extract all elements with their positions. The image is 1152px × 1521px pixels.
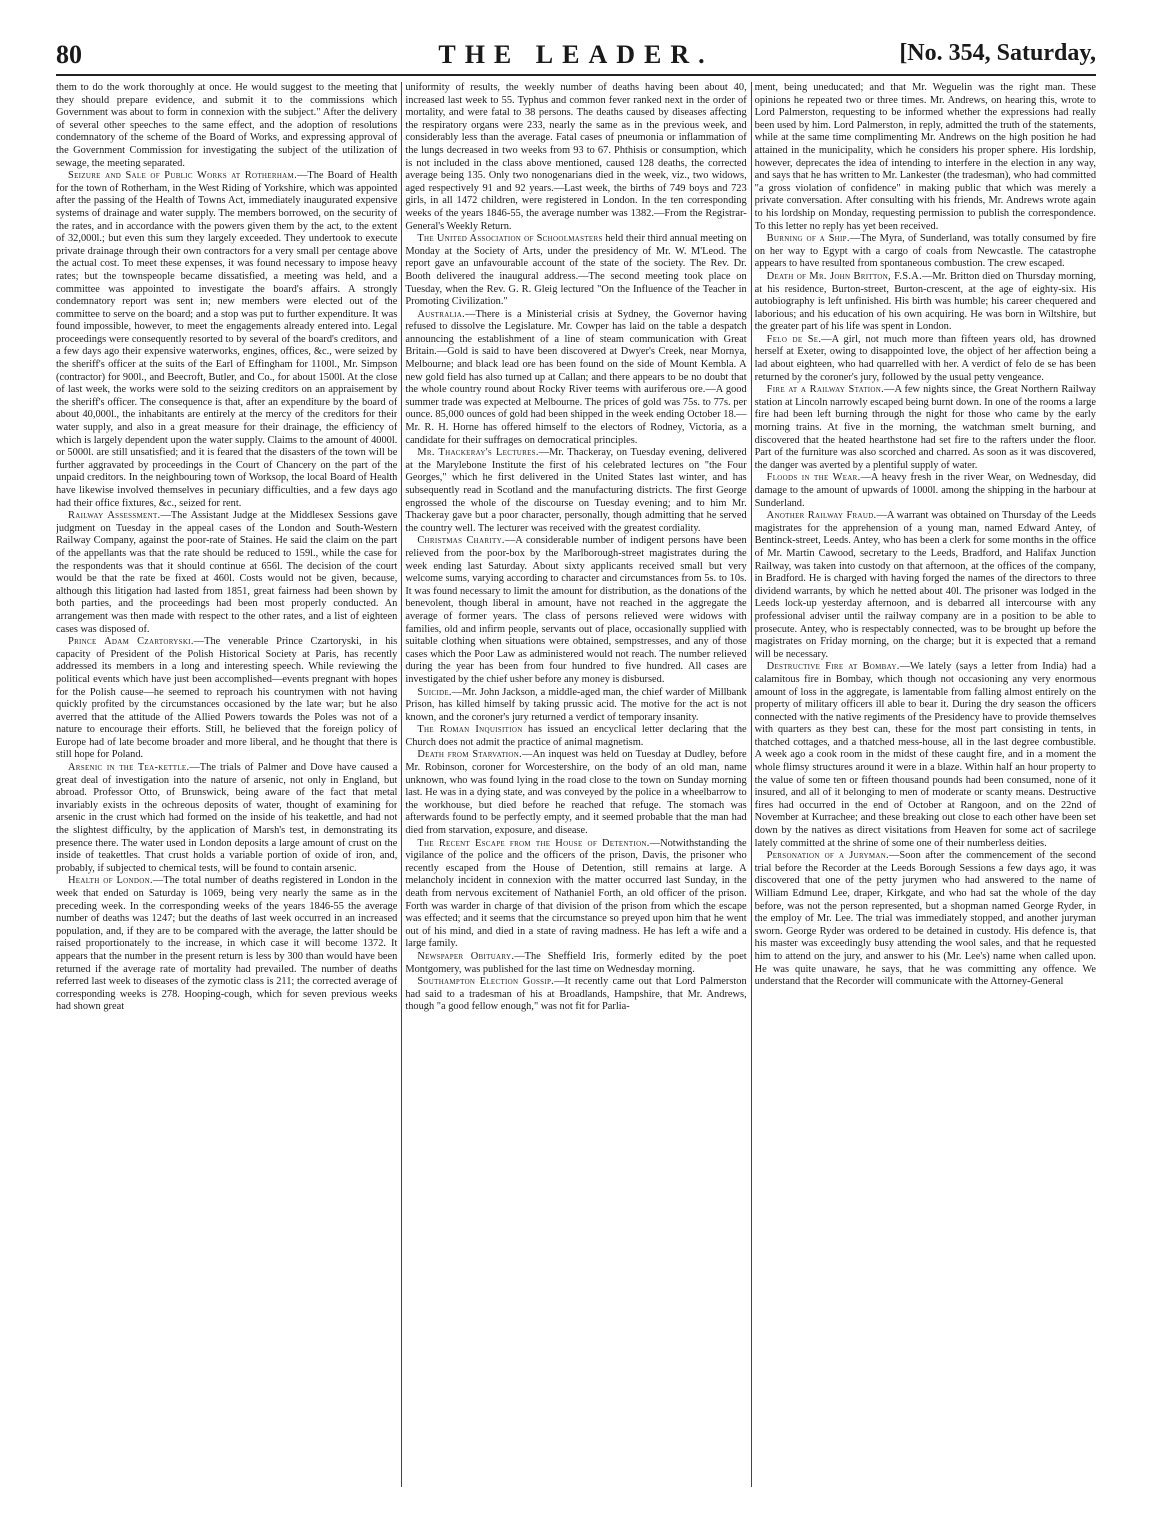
article-heading: Suicide. — [417, 686, 452, 698]
article-paragraph — [405, 976, 746, 1014]
article-body: —Soon after the commencement of the second trial before the Recorder at the Leeds Borough Sessions a few days ago, it was discovered that one of the petty jurymen who had answered to the name of William Edmund Lee, draper, Kirkgate, and who had sat the whole of the day before, was not the person represented, but a shopman named George Ryder, in the employ of Mr. Lee. The trial was immediately stopped, and another juryman sworn. George Ryder was ordered to be detained in custody. His defence is, that his master was exceedingly busy attending the wool sales, and that he requested him to attend on the jury, and answer to his (Mr. Lee's) name when called upon. He was quite unaware, he says, that he was committing any offence. We understand that the Recorder will communicate with the Attorney-General — [754, 850, 1096, 988]
article-paragraph — [56, 170, 397, 510]
article-paragraph — [405, 951, 746, 976]
issue-number: [No. 354, Saturday, — [899, 40, 1096, 66]
article-paragraph — [755, 271, 1096, 334]
article-body: —An inquest was held on Tuesday at Dudley, before Mr. Robinson, coroner for Worcestershire, on the body of an old man, name unknown, who was found lying in the road close to the town on Sunday morning last. He was in a dying state, and was conveyed by the police in a wheelbarrow to the workhouse, but died before he reached that refuge. The stomach was afterwards found to be perfectly empty, and it seemed probable that the man had died from starvation, exposure, and disease. — [405, 749, 747, 837]
page-number: 80 — [56, 40, 82, 69]
article-body: uniformity of results, the weekly number of deaths having been about 40, increased last week to 55. Typhus and common fever ranked next in the order of mortality, and were fatal to 38 persons. The deaths caused by diseases affecting the respiratory organs were 233, nearly the same as in the previous week, and considerably less than the average. Fatal cases of pneumonia or inflammation of the lungs decreased in two weeks from 93 to 67. Phthisis or consumption, which is not included in the class above mentioned, caused 128 deaths, the corrected average being 135. Only two nonogenarians died in the week, viz., two widows, aged respectively 91 and 92 years.—Last week, the births of 749 boys and 723 girls, in all 1472 children, were registered in London. In the ten corresponding weeks of the years 1846-55, the average number was 1382.—From the Registrar-General's Weekly Return. — [405, 82, 747, 232]
article-body: —A girl, not much more than fifteen years old, has drowned herself at Exeter, owing to disappointed love, the object of her affection being a lad about eighteen, who had quarrelled with her. A verdict of felo de se has been returned by the coroner's jury, followed by the usual petty vengeance. — [754, 333, 1096, 383]
article-body: —A considerable number of indigent persons have been relieved from the poor-box by the Marlborough-street magistrates during the week ending last Saturday. About sixty applicants received small but very welcome sums, varying according to character and circumstances from 5s. to 10s. It was found necessary to limit the amount for distribution, as the donations of the benevolent, though liberal in amount, have not reached in the aggregate the average of former years. The class of persons relieved were widows with families, old and infirm people, servants out of place, occasionally supplied with suitable clothing when situations were obtained, sempstresses, and any of those cases which the Poor Law as administered would not reach. The number relieved during the year has been from four hundred to five hundred. All cases are investigated by the chief usher before any money is disbursed. — [405, 535, 747, 685]
article-body: —The Myra, of Sunderland, was totally consumed by fire on her way to Egypt with a cargo of coals from Newcastle. The catastrophe appears to have resulted from spontaneous combustion. The crew escaped. — [754, 233, 1096, 270]
article-body: —Mr. Thackeray, on Tuesday evening, delivered at the Marylebone Institute the first of his celebrated lectures on "the Four Georges," which he first delivered in the United States last winter, and has subsequently read in Scotland and the manufacturing districts. The first George engrossed the whole of the discourse on Tuesday evening; and to him Mr. Thackeray gave but a poor character, personally, though admitting that he served the country well. The lecturer was received with the greatest cordiality. — [405, 447, 747, 534]
article-heading: The Recent Escape from the House of Detention. — [417, 837, 650, 849]
article-heading: Seizure and Sale of Public Works at Rotherham. — [68, 170, 297, 182]
article-heading: Prince Adam Czartoryski. — [68, 636, 194, 648]
masthead-rule — [56, 74, 1096, 76]
article-body: —A heavy fresh in the river Wear, on Wednesday, did damage to the amount of upwards of 1000l. among the shipping in the harbour at Sunderland. — [754, 472, 1096, 509]
article-heading: Floods in the Wear. — [766, 472, 861, 484]
article-body: —The Sheffield Iris, formerly edited by the poet Montgomery, was published for the last time on Wednesday morning. — [405, 950, 747, 975]
article-body: —It recently came out that Lord Palmerston had said to a tradesman of his at Broadlands, Hampshire, that Mr. Andrews, though "a good fellow enough," was not fit for Parlia- — [405, 976, 747, 1013]
article-body: held their third annual meeting on Monday at the Society of Arts, under the presidency of Mr. W. M'Leod. The report gave an unfavourable account of the state of the society. The Rev. Dr. Booth delivered the inaugural address.—The second meeting took place on Tuesday, when the Rev. G. R. Gleig lectured "On the Influence of the Teacher in Promoting Civilization." — [405, 233, 747, 308]
article-paragraph — [56, 510, 397, 636]
article-heading: Southampton Election Gossip. — [417, 976, 555, 988]
article-paragraph — [56, 82, 397, 170]
article-paragraph — [405, 724, 746, 749]
article-heading: Arsenic in the Tea-kettle. — [68, 762, 190, 774]
article-paragraph — [405, 82, 746, 233]
column-2 — [405, 82, 746, 1487]
article-heading: Railway Assessment. — [68, 510, 161, 522]
article-paragraph — [405, 233, 746, 309]
article-paragraph — [405, 749, 746, 837]
column-1 — [56, 82, 397, 1487]
column-3 — [755, 82, 1096, 1487]
article-columns — [56, 82, 1096, 1487]
article-paragraph — [755, 82, 1096, 233]
article-body: —Mr. Britton died on Thursday morning, at his residence, Burton-street, Burton-crescent, at the age of eighty-six. His autobiography is left unfinished. His birth was humble; his career chequered and laborious; and his education of his own acquiring. He was born in Wiltshire, but the greater part of his life was spent in London. — [754, 270, 1096, 333]
article-paragraph — [405, 535, 746, 686]
article-paragraph — [405, 447, 746, 535]
newspaper-page — [56, 40, 1096, 1492]
article-heading: Burning of a Ship. — [766, 233, 850, 245]
article-paragraph — [755, 334, 1096, 384]
article-body: —The venerable Prince Czartoryski, in his capacity of President of the Polish Historical Society at Paris, has recently addressed its members in a long and interesting speech. While reviewing the political events which have just been accomplished—events pregnant with hopes for the Polish cause—he seemed to reproach his countrymen with not having quickly profited by the circumstances occasioned by the late war; but he also averred that the attitude of the Allied Powers towards the Poles was not of a nature to encourage their efforts. Still, he believed that the foreign policy of Europe had of late become broader and more liberal, and he thought that there is still hope for Poland. — [56, 636, 398, 761]
article-heading: The United Association of Schoolmasters — [417, 233, 603, 245]
article-paragraph — [56, 636, 397, 762]
article-heading: The Roman Inquisition — [417, 724, 523, 736]
article-body: ment, being uneducated; and that Mr. Weguelin was the right man. These opinions he repeated two or three times. Mr. Andrews, on hearing this, wrote to Lord Palmerston, requesting to be informed whether the expressions had really been used by him. Lord Palmerston, in reply, admitted the truth of the statements, while at the same time complimenting Mr. Andrews on the high position he had attained in the municipality, which he considers his proper sphere. His lordship, however, deprecates the idea of intending to interfere in the election in any way, and says that he has written to Mr. Lankester (the tradesman), who had committed "a gross violation of confidence" in making public that which was merely a private conversation. After consulting with his friends, Mr. Andrews wrote again to his lordship on Monday, requesting permission to publish the correspondence. To this letter no reply has yet been received. — [754, 82, 1096, 232]
article-paragraph — [755, 472, 1096, 510]
article-heading: Fire at a Railway Station. — [766, 384, 885, 396]
article-heading: Death of Mr. John Britton, F.S.A. — [766, 270, 922, 282]
newspaper-title: THE LEADER. — [438, 40, 714, 69]
article-paragraph — [56, 762, 397, 875]
article-paragraph — [755, 510, 1096, 661]
article-paragraph — [755, 384, 1096, 472]
article-heading: Death from Starvation. — [417, 749, 523, 761]
article-body: —There is a Ministerial crisis at Sydney, the Governor having refused to dissolve the Legislature. Mr. Cowper has laid on the table a despatch announcing the establishment of a line of steam communication with Great Britain.—Gold is said to have been discovered at Dwyer's Creek, near Mornya, Melbourne; and black lead ore has been found on the side of Mount Kembla. A new gold field has also turned up at Callan; and there appears to be no doubt that the whole country round about Rocky River teems with auriferous ore.—A good summer trade was expected at Melbourne. The prices of gold was 75s. to 77s. per ounce. 85,000 ounces of gold had been shipped in the week ending October 18.—Mr. R. H. Horne has offered himself to the electors of Rodney, Victoria, as a candidate for their suffrages on democratical principles. — [405, 308, 747, 446]
article-heading: Destructive Fire at Bombay. — [766, 661, 900, 673]
article-body: —A warrant was obtained on Thursday of the Leeds magistrates for the apprehension of a young man, named Edward Antey, of Bentinck-street, Leeds. Antey, who has been a clerk for some months in the office of Mr. Martin Cawood, secretary to the Leeds, Bradford, and Halifax Junction Railway, was taken into custody on that afternoon, at the offices of the company, in Bradford. He is charged with having forged the names of the directors to three dividend warrants, by which he netted about 40l. The prisoner was lodged in the Leeds lock-up yesterday afternoon, and is debarred all intercourse with any professional adviser until the railway company are in a position to be able to prosecute. Antey, who is respectably connected, was to be brought up before the magistrates on Friday morning, on the charge; but it is expected that a remand will be necessary. — [754, 510, 1096, 660]
article-paragraph — [755, 233, 1096, 271]
article-paragraph — [755, 661, 1096, 850]
article-paragraph — [405, 309, 746, 448]
article-body: —The total number of deaths registered in London in the week that ended on Saturday is 1069, being very nearly the same as in the preceding week. In the corresponding weeks of the years 1846-55 the average number of deaths was 1247; but the deaths of last week occurred in an increased population, and, if they are to be compared with the average, the latter should be raised proportionately to the increase, in which case it will become 1372. It appears that the number in the present return is less by 300 than would have been returned if the average rate of mortality had prevailed. The number of deaths referred last week to diseases of the zymotic class is 211; the corrected average of corresponding weeks is 278. Hooping-cough, which for seven previous weeks had shown great — [56, 875, 398, 1013]
article-heading: Personation of a Juryman. — [766, 850, 890, 862]
article-heading: Another Railway Fraud. — [766, 510, 877, 522]
article-body: has issued an encyclical letter declaring that the Church does not admit the practice of animal magnetism. — [405, 724, 747, 748]
article-body: —The trials of Palmer and Dove have caused a great deal of investigation into the nature of arsenic, not only in England, but abroad. Professor Otto, of Brunswick, being aware of the fact that metal invariably exists in the ochreous deposits of water, thought of examining for arsenic in the crust which had formed on the inside of his teakettle, and had not the slightest difficulty, by the application of Marsh's test, in demonstrating its presence there. The water used in London deposits a large amount of crust on the inside of teakettles. That crust holds a variable portion of oxide of iron, and, probably, if subjected to chemical tests, will be found to contain arsenic. — [56, 762, 398, 874]
article-paragraph — [755, 850, 1096, 989]
article-body: —Notwithstanding the vigilance of the police and the officers of the prison, Davis, the prisoner who recently escaped from the House of Detention, still remains at large. A melancholy incident in connexion with the matter occurred last Sunday, in the death from nervous excitement of Nathaniel Forth, an old officer of the prison. Forth was warder in charge of that division of the prison from which the escape was effected; and it seems that the circumstance so preyed upon him that he went out of his mind, and died in a state of raving madness. He has left a wife and a large family. — [405, 837, 747, 950]
article-body: —A few nights since, the Great Northern Railway station at Lincoln narrowly escaped being burnt down. In one of the rooms a large fire had been left burning through the night for those who came by the early morning trains. At five in the morning, the watchman smelt burning, and discovered that the heated hearthstone had set fire to the rafters under the floor. Part of the furniture was also scorched and charred. As soon as it was discovered, the danger was averted by a plentiful supply of water. — [754, 384, 1096, 471]
article-heading: Christmas Charity. — [417, 535, 505, 547]
article-heading: Australia. — [417, 308, 466, 320]
article-body: —We lately (says a letter from India) had a calamitous fire in Bombay, which though not occasioning any very enormous amount of loss in the aggregate, is lamentable from falling almost entirely on the property of military officers ill able to bear it. During the dry season the officers connected with the native regiments of the Presidency have to provide themselves with quarters as they best can, these for the most part consisting in tents, in thatched cottages, and a thatched mess-house, all in the last degree combustible. A week ago a cook room in the midst of these caught fire, and in a moment the whole flimsy structures around it were in a blaze. Within half an hour property to the value of some ten or fifteen thousand pounds had been consumed, none of it insured, and all of it belonging to men of moderate or scanty means. Destructive fires had occurred in the end of October at Rangoon, and on the 22nd of November at Kurrachee; and these breaking out close to each other have been set down by the natives as direct visitations from Heaven for some act of sacrilege lately committed at the shrine of some one of their numberless deities. — [754, 661, 1096, 849]
article-body: —The Assistant Judge at the Middlesex Sessions gave judgment on Tuesday in the appeal cases of the London and South-Western Railway Company, against the poor-rate of Staines. He said the claim on the part of the appellants was that the rate should be reduced to 159l., while the case for the respondents was that it should continue at 656l. The decision of the court would be that the rate be fixed at 460l. Costs would not be given, because, although this litigation had lasted from 1851, great fairness had been shown by both parties, and the proceedings had been most properly conducted. An arrangement was then made with respect to the other rates, and a list of eighteen cases was disposed of. — [56, 510, 398, 635]
article-body: —Mr. John Jackson, a middle-aged man, the chief warder of Millbank Prison, has killed himself by taking prussic acid. The motive for the act is not known, and the coroner's jury returned a verdict of temporary insanity. — [405, 686, 747, 723]
article-heading: Felo de Se. — [766, 333, 822, 345]
masthead — [56, 40, 1096, 72]
article-heading: Health of London. — [68, 875, 153, 887]
article-heading: Newspaper Obituary. — [417, 950, 515, 962]
article-paragraph — [405, 687, 746, 725]
article-paragraph — [405, 838, 746, 951]
article-heading: Mr. Thackeray's Lectures. — [417, 447, 539, 459]
article-paragraph — [56, 875, 397, 1014]
article-body: them to do the work thoroughly at once. He would suggest to the meeting that they should prepare evidence, and submit it to the commissions which Government was about to form in connexion with the subject." After the delivery of several other speeches to the same effect, and the adoption of resolutions condemnatory of the scheme of the Board of Works, and expressing approval of the Government Commission for investigating the subject of the utilization of sewage, the meeting separated. — [56, 82, 398, 169]
article-body: —The Board of Health for the town of Rotherham, in the West Riding of Yorkshire, which was appointed after the passing of the Health of Towns Act, immediately inaugurated expensive systems of drainage and water supply. The members borrowed, on the security of the rates, and in accordance with the powers given them by the act, to the extent of 32,000l.; but even this sum they largely exceeded. They undertook to execute private drainage through their own contractors for a very small per centage above the actual cost. To meet these expenses, it was found necessary to impose heavy rates; but the townspeople became dissatisfied, a meeting was held, and a committee was appointed to investigate the board's affairs. A strongly condemnatory report was sent in; new members were elected out of the committee to serve on the board; and a stop was put to further expenditure. It was found impossible, however, to meet the engagements already entered into. Legal proceedings were consequently resorted to by several of the board's creditors, and a few days ago their expensive waterworks, engines, offices, &c., were seized by the sheriff's officer at the suits of the Earl of Effingham for 1100l., Mr. Simpson (contractor) for 900l., and Beecroft, Butler, and Co., for about 1500l. At the close of last week, the works were sold to the seizing creditors on an appraisement by the sheriff's officer. The consequence is that, after an expenditure by the board of about 40,000l., the inhabitants are entirely at the mercy of the creditors for their water supply, and also in a great measure for their drainage, the efficiency of which is largely dependent upon the water supply. Claims to the amount of 4000l. or 5000l. are still unsatisfied; and it is feared that the disasters of the town will be further aggravated by proceedings in the Court of Chancery on the part of the unpaid creditors. In the neighbouring town of Worksop, the local Board of Health have likewise involved themselves in pecuniary difficulties, and a few days ago had their office fixtures, &c., seized for rent. — [56, 170, 398, 509]
